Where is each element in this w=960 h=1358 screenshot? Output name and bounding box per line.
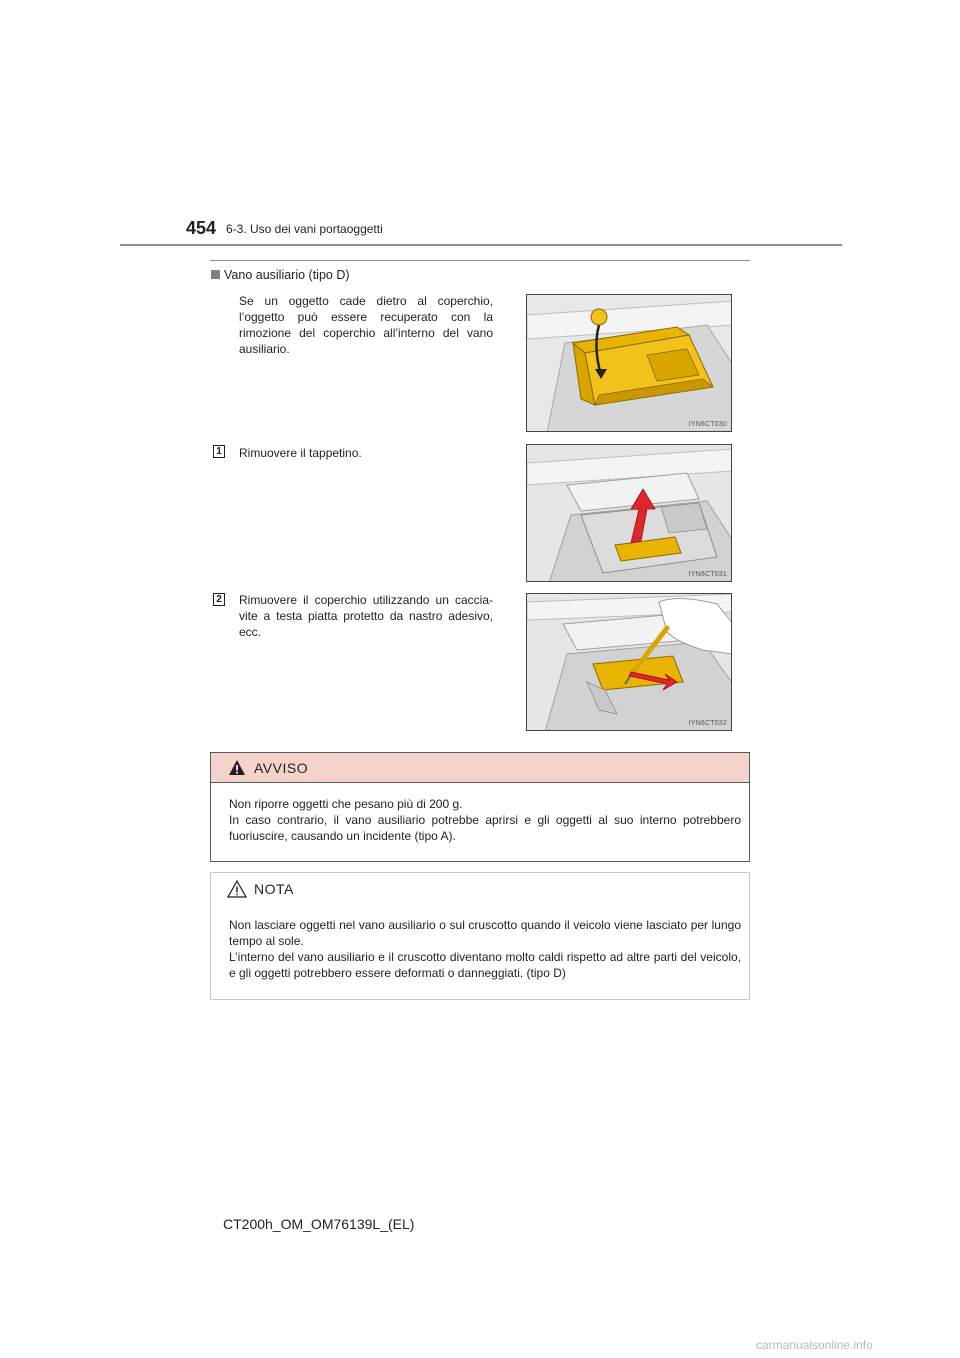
section-title: 6-3. Uso dei vani portaoggetti bbox=[226, 222, 383, 236]
figure-remove-mat bbox=[526, 444, 732, 582]
subheading-rule bbox=[210, 260, 750, 261]
figure-remove-cover bbox=[526, 593, 732, 731]
note-box bbox=[210, 872, 750, 1000]
warning-line-2: In caso contrario, il vano ausiliario potrebbe aprirsi e gli oggetti al suo interno potrebbero fuoriuscire, causando un incidente (tipo A). bbox=[229, 813, 741, 843]
page-number: 454 bbox=[186, 218, 217, 238]
compartment-illustration-3 bbox=[527, 594, 732, 731]
subheading bbox=[211, 268, 350, 282]
caution-triangle-icon bbox=[227, 880, 247, 898]
figure-code: IYN6CT030 bbox=[688, 421, 727, 428]
step-2-text: Rimuovere il coperchio utilizzando un caccia-vite a testa piatta protetto da nastro adesivo, ecc. bbox=[239, 593, 493, 639]
subheading-text: Vano ausiliario (tipo D) bbox=[224, 268, 350, 282]
warning-box bbox=[210, 752, 750, 862]
figure-open-compartment bbox=[526, 294, 732, 432]
square-bullet-icon bbox=[211, 270, 220, 279]
warning-body bbox=[229, 796, 741, 844]
note-line-1: Non lasciare oggetti nel vano ausiliario o sul cruscotto quando il veicolo viene lasciato per lungo tempo al sole. bbox=[229, 918, 741, 948]
compartment-illustration-2 bbox=[527, 445, 732, 582]
warning-header bbox=[211, 753, 749, 783]
warning-triangle-icon bbox=[228, 759, 246, 776]
warning-line-1: Non riporre oggetti che pesano più di 200 g. bbox=[229, 797, 463, 811]
step-1-text: Rimuovere il tappetino. bbox=[239, 446, 362, 460]
warning-title: AVVISO bbox=[254, 760, 309, 776]
figure-code: IYN6CT032 bbox=[688, 720, 727, 727]
note-line-2: L’interno del vano ausiliario e il cruscotto diventano molto caldi rispetto ad altre parti del veicolo, e gli oggetti potrebbero essere deformati o danneggiati. (tipo D) bbox=[229, 950, 741, 980]
page-header bbox=[120, 214, 842, 246]
note-title: NOTA bbox=[254, 881, 294, 897]
note-body bbox=[229, 917, 741, 981]
watermark: carmanualsonline.info bbox=[756, 1338, 873, 1352]
document-code: CT200h_OM_OM76139L_(EL) bbox=[223, 1216, 415, 1232]
step-number-1: 1 bbox=[213, 445, 225, 458]
intro-paragraph: Se un oggetto cade dietro al coperchio, l’oggetto può essere recuperato con la rimozione del coperchio all’interno del vano ausiliario. bbox=[239, 294, 493, 356]
compartment-illustration-1 bbox=[527, 295, 732, 432]
figure-code: IYN6CT031 bbox=[688, 571, 727, 578]
step-number-2: 2 bbox=[213, 593, 225, 606]
